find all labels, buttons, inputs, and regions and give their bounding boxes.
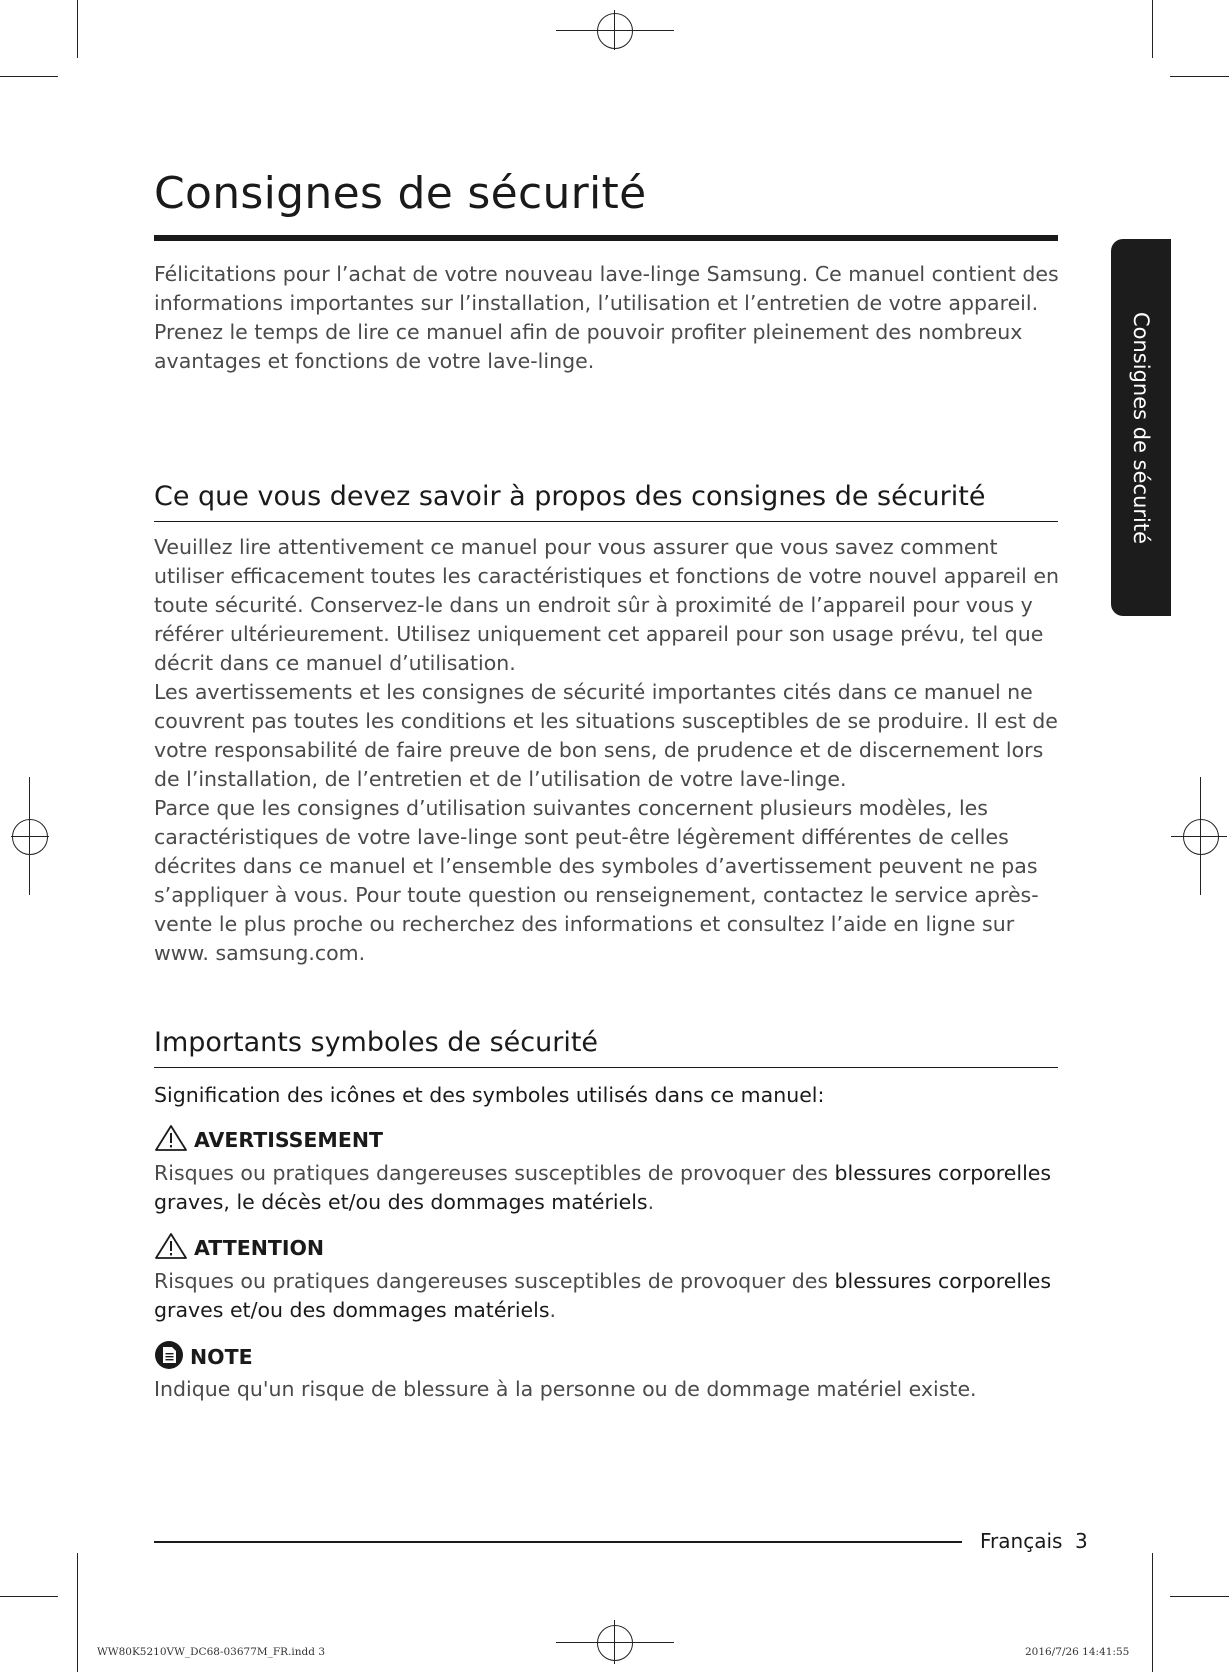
caution-text: Risques ou pratiques dangereuses susceptibles de provoquer des blessures corporelles graves et/ou des dommages matériels. <box>154 1269 1052 1322</box>
intro-paragraph: Félicitations pour l’achat de votre nouveau lave-linge Samsung. Ce manuel contient des informations importantes sur l’installation, l’utilisation et l’entretien de votre appareil. Prenez le temps de lire ce manuel afin de pouvoir profiter pleinement des nombreux avantages et fonctions de votre lave-linge. <box>154 262 1059 373</box>
section-side-tab <box>1111 239 1171 616</box>
warning-triangle-icon <box>154 1124 188 1156</box>
page-title: Consignes de sécurité <box>154 168 647 219</box>
note-document-icon <box>154 1340 184 1374</box>
section2-heading: Importants symboles de sécurité <box>154 1027 599 1058</box>
symbols-lead: Signification des icônes et des symboles utilisés dans ce manuel: <box>154 1083 825 1107</box>
section1-paragraph-2: Les avertissements et les consignes de sécurité importantes cités dans ce manuel ne couvrent pas toutes les conditions et les situations susceptibles de se produire. Il est de votre responsabilité de faire preuve de bon sens, de prudence et de discernement lors de l’installation, de l’entretien et de l’utilisation de votre lave-linge. <box>154 680 1058 791</box>
note-label: NOTE <box>190 1345 253 1369</box>
warning-row <box>154 1124 383 1156</box>
caution-triangle-icon <box>154 1232 188 1264</box>
section1-paragraph-1: Veuillez lire attentivement ce manuel pour vous assurer que vous savez comment utiliser efficacement toutes les caractéristiques et fonctions de votre nouvel appareil en toute sécurité. Conservez-le dans un endroit sûr à proximité de l’appareil pour vous y référer ultérieurement. Utilisez uniquement cet appareil pour son usage prévu, tel que décrit dans ce manuel d’utilisation. <box>154 535 1060 675</box>
warning-label: AVERTISSEMENT <box>194 1128 383 1152</box>
page-number: 3 <box>1075 1529 1088 1553</box>
caution-label: ATTENTION <box>194 1236 325 1260</box>
footer-language: Français <box>980 1529 1063 1553</box>
title-rule <box>154 235 1058 241</box>
footer-rule <box>154 1541 962 1543</box>
section1-heading: Ce que vous devez savoir à propos des consignes de sécurité <box>154 481 986 512</box>
note-text: Indique qu'un risque de blessure à la personne ou de dommage matériel existe. <box>154 1377 977 1401</box>
note-row <box>154 1340 253 1374</box>
side-tab-label: Consignes de sécurité <box>1129 311 1153 544</box>
section1-rule <box>154 521 1058 522</box>
caution-row <box>154 1232 324 1264</box>
section1-paragraph-3: Parce que les consignes d’utilisation suivantes concernent plusieurs modèles, les caractéristiques de votre lave-linge sont peut-être légèrement différentes de celles décrites dans ce manuel et l’ensemble des symboles d’avertissement peuvent ne pas s’appliquer à vous. Pour toute question ou renseignement, contactez le service après-vente le plus proche ou recherchez des informations et consultez l’aide en ligne sur www. samsung.com. <box>154 796 1039 965</box>
print-slug-file: WW80K5210VW_DC68-03677M_FR.indd 3 <box>97 1646 326 1658</box>
warning-text: Risques ou pratiques dangereuses susceptibles de provoquer des blessures corporelles graves, le décès et/ou des dommages matériels. <box>154 1161 1052 1214</box>
print-slug-date: 2016/7/26 14:41:55 <box>1025 1646 1130 1658</box>
section2-rule <box>154 1067 1058 1068</box>
